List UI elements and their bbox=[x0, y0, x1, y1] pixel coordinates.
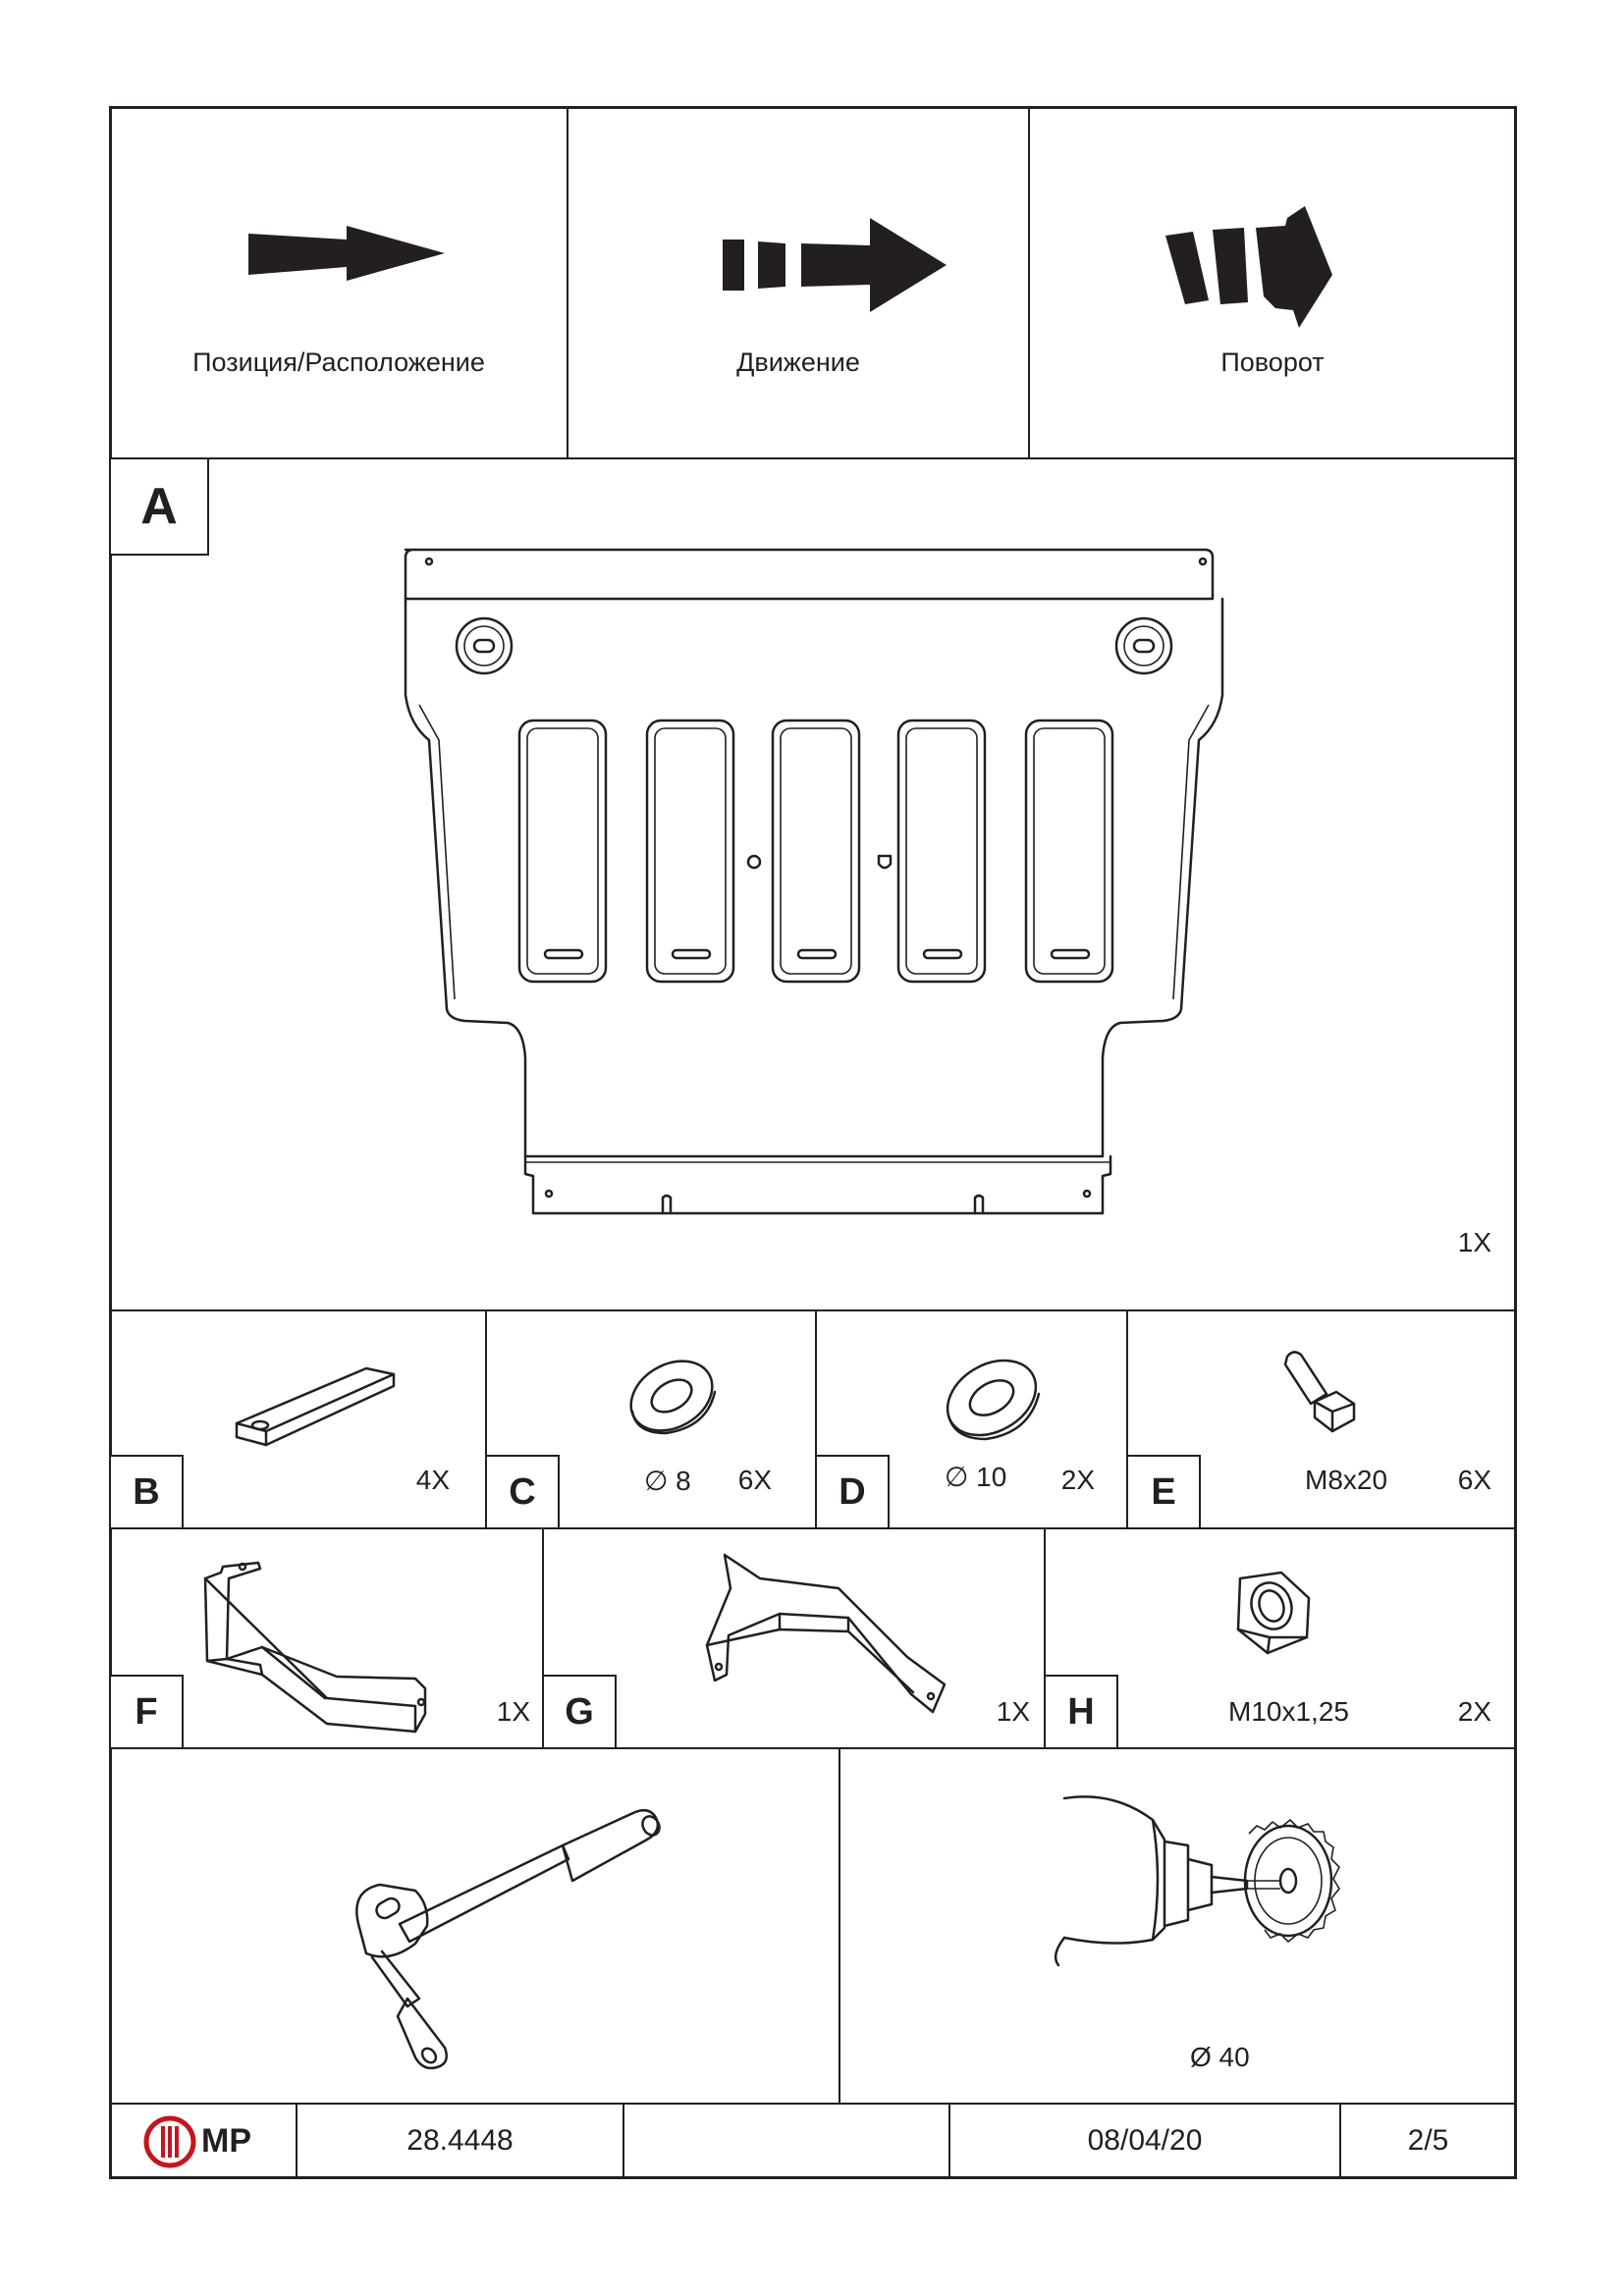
legend-position-label: Позиция/Расположение bbox=[192, 347, 485, 377]
footer-logo-cell bbox=[109, 2103, 298, 2179]
part-e-size: M8x20 bbox=[1305, 1465, 1388, 1495]
tool-ratchet-cell bbox=[109, 1747, 840, 2105]
footer-brand: MP bbox=[201, 2121, 251, 2160]
part-d-qty: 2X bbox=[1060, 1465, 1095, 1495]
part-e-cell bbox=[1126, 1309, 1517, 1529]
spacer-plate-drawing bbox=[229, 1361, 406, 1459]
washer-10-drawing bbox=[933, 1345, 1051, 1453]
part-c-letter: C bbox=[485, 1455, 560, 1529]
part-c-size: ∅ 8 bbox=[644, 1466, 691, 1496]
part-h-cell bbox=[1044, 1527, 1517, 1749]
part-h-size: M10x1,25 bbox=[1228, 1696, 1349, 1727]
legend-position-cell bbox=[109, 106, 568, 459]
part-c-qty: 6X bbox=[737, 1465, 772, 1495]
part-h-letter: H bbox=[1044, 1675, 1118, 1749]
legend-rotation-cell bbox=[1028, 106, 1517, 459]
legend-movement-cell bbox=[567, 106, 1030, 459]
part-a-letter: A bbox=[109, 457, 209, 556]
footer-page: 2/5 bbox=[1339, 2103, 1517, 2179]
slots bbox=[519, 721, 1112, 982]
part-b-qty: 4X bbox=[415, 1465, 450, 1495]
part-b-letter: B bbox=[109, 1455, 184, 1529]
part-e-qty: 6X bbox=[1457, 1465, 1491, 1495]
part-b-cell bbox=[109, 1309, 487, 1529]
footer-code: 28.4448 bbox=[296, 2103, 624, 2179]
washer-8-drawing bbox=[617, 1347, 734, 1445]
ratchet-wrench-icon bbox=[321, 1806, 675, 2101]
hole-saw-diameter: Ø 40 bbox=[1190, 2042, 1250, 2072]
part-g-letter: G bbox=[542, 1675, 617, 1749]
part-f-qty: 1X bbox=[496, 1696, 530, 1727]
movement-arrow-icon bbox=[723, 218, 948, 326]
bracket-f-drawing bbox=[199, 1549, 514, 1745]
part-h-qty: 2X bbox=[1457, 1696, 1491, 1727]
part-e-letter: E bbox=[1126, 1455, 1201, 1529]
nut-m10-drawing bbox=[1220, 1569, 1338, 1667]
mp-logo-icon bbox=[140, 2112, 209, 2171]
part-a-qty: 1X bbox=[1457, 1227, 1491, 1257]
rotation-arrow-icon bbox=[1165, 206, 1362, 334]
tool-drill-cell bbox=[839, 1747, 1517, 2105]
bolt-m8x20-drawing bbox=[1275, 1347, 1374, 1455]
part-g-cell bbox=[542, 1527, 1046, 1749]
legend-rotation-label: Поворот bbox=[1220, 347, 1325, 377]
part-d-letter: D bbox=[815, 1455, 890, 1529]
drill-with-hole-saw-icon bbox=[1055, 1790, 1388, 2006]
part-a-cell bbox=[109, 457, 1517, 1311]
part-g-qty: 1X bbox=[996, 1696, 1030, 1727]
position-arrow-icon bbox=[248, 226, 445, 294]
footer-date: 08/04/20 bbox=[948, 2103, 1341, 2179]
part-c-cell bbox=[485, 1309, 817, 1529]
legend-movement-label: Движение bbox=[736, 347, 860, 377]
part-d-cell bbox=[815, 1309, 1128, 1529]
part-f-cell bbox=[109, 1527, 544, 1749]
skid-plate-drawing bbox=[396, 548, 1279, 1235]
bracket-g-drawing bbox=[672, 1549, 1005, 1745]
part-f-letter: F bbox=[109, 1675, 184, 1749]
part-d-size: ∅ 10 bbox=[945, 1462, 1007, 1492]
footer-blank bbox=[623, 2103, 950, 2179]
